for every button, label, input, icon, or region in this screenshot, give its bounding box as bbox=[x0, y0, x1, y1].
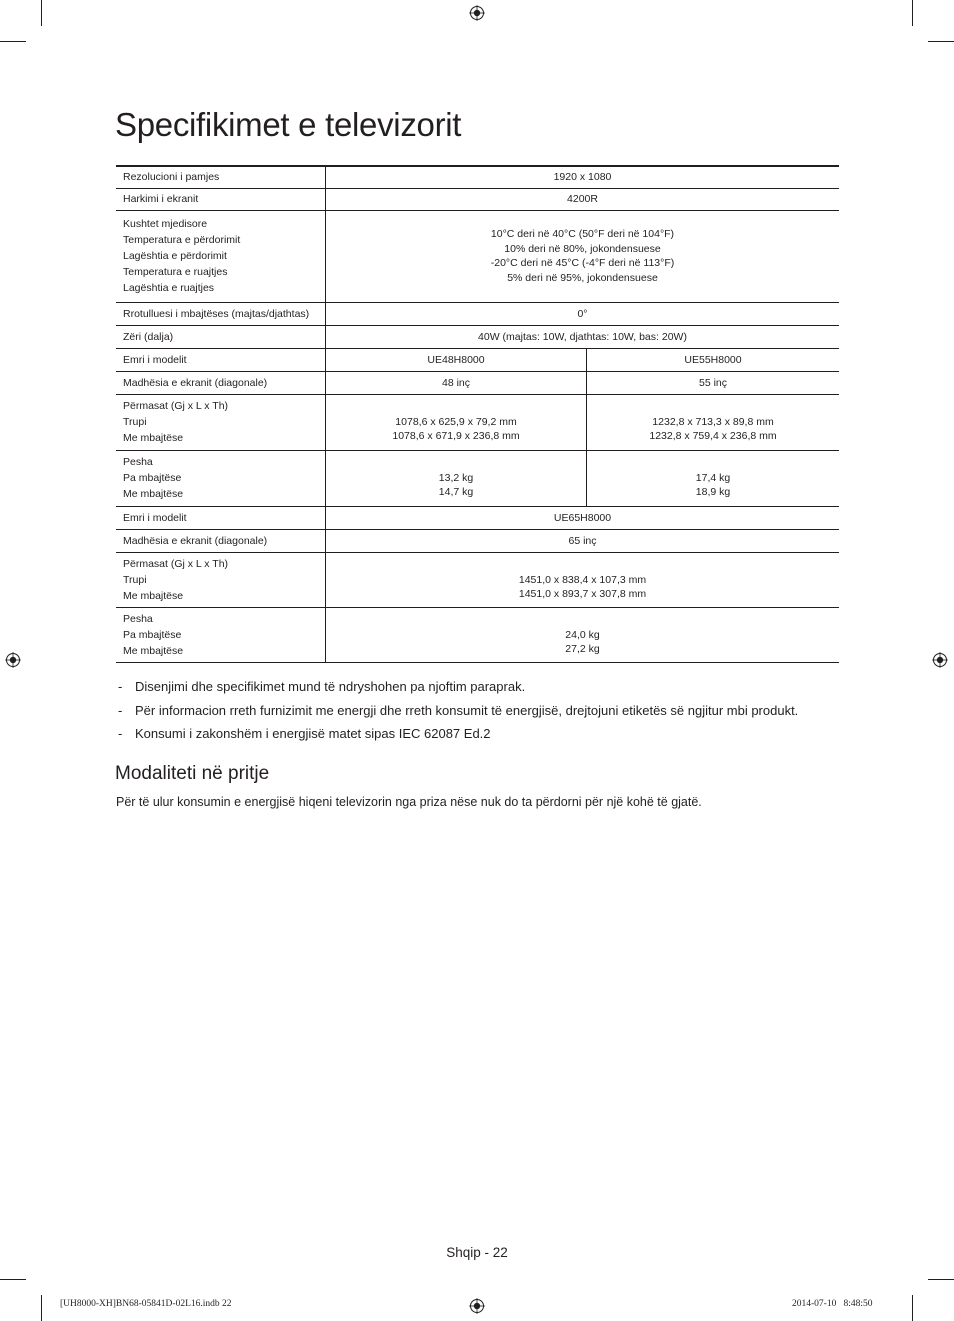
spec-value bbox=[587, 394, 840, 450]
spec-table bbox=[116, 165, 839, 663]
value-line: 1451,0 x 838,4 x 107,3 mm bbox=[518, 573, 647, 586]
table-row bbox=[116, 188, 839, 210]
label-line: Përmasat (Gj x L x Th) bbox=[123, 557, 229, 570]
registration-mark-icon bbox=[469, 5, 485, 21]
spec-value bbox=[326, 552, 840, 607]
page-title: Specifikimet e televizorit bbox=[115, 106, 462, 143]
spec-label bbox=[116, 394, 326, 450]
table-row bbox=[116, 529, 839, 552]
note-text: Për informacion rreth furnizimit me energji dhe rreth konsumit të energjisë, drejtojuni etiketës së ngjitur mbi produkt. bbox=[135, 702, 799, 718]
label-line: Me mbajtëse bbox=[123, 589, 184, 602]
crop-mark bbox=[928, 1279, 954, 1280]
table-row bbox=[116, 371, 839, 394]
label-line: Pesha bbox=[123, 456, 153, 468]
value-line: 10% deri në 80%, jokondensuese bbox=[504, 242, 661, 255]
label-line: Trupi bbox=[123, 573, 147, 586]
spec-label: Rezolucioni i pamjes bbox=[116, 166, 326, 188]
table-row bbox=[116, 607, 839, 662]
spec-label bbox=[116, 450, 326, 506]
spec-label: Madhësia e ekranit (diagonale) bbox=[116, 529, 326, 552]
table-row bbox=[116, 348, 839, 371]
section-paragraph: Për të ulur konsumin e energjisë hiqeni televizorin nga priza nëse nuk do ta përdorni për një kohë të gjatë. bbox=[116, 795, 702, 809]
crop-mark bbox=[928, 41, 954, 42]
value-line: 5% deri në 95%, jokondensuese bbox=[507, 271, 658, 284]
value-line: 1078,6 x 625,9 x 79,2 mm bbox=[395, 416, 517, 428]
value-line: 1232,8 x 713,3 x 89,8 mm bbox=[652, 416, 774, 428]
label-line: Me mbajtëse bbox=[123, 488, 184, 500]
spec-label bbox=[116, 552, 326, 607]
value-line: 1078,6 x 671,9 x 236,8 mm bbox=[392, 430, 520, 442]
print-slug-right: 2014-07-10 8:48:50 bbox=[792, 1299, 873, 1309]
label-line: Temperatura e përdorimit bbox=[123, 234, 241, 246]
value-line: 1451,0 x 893,7 x 307,8 mm bbox=[518, 587, 647, 600]
label-line: Kushtet mjedisore bbox=[123, 218, 208, 230]
table-row bbox=[116, 325, 839, 348]
label-line: Lagështia e ruajtjes bbox=[123, 282, 215, 294]
list-item bbox=[116, 723, 798, 747]
note-text: Disenjimi dhe specifikimet mund të ndryshohen pa njoftim paraprak. bbox=[135, 679, 526, 694]
table-row bbox=[116, 506, 839, 529]
notes-list bbox=[116, 676, 798, 747]
spec-value bbox=[587, 450, 840, 506]
list-item bbox=[116, 700, 798, 724]
registration-mark-icon bbox=[5, 652, 21, 668]
crop-mark bbox=[41, 0, 42, 26]
crop-mark bbox=[0, 41, 26, 42]
label-line: Temperatura e ruajtjes bbox=[123, 266, 228, 278]
value-line: 27,2 kg bbox=[565, 642, 600, 655]
spec-value: 65 inç bbox=[326, 529, 840, 552]
spec-value: 0° bbox=[326, 302, 840, 325]
spec-value: 4200R bbox=[326, 188, 840, 210]
spec-value: UE48H8000 bbox=[326, 348, 587, 371]
print-slug-left: [UH8000-XH]BN68-05841D-02L16.indb 22 bbox=[60, 1299, 232, 1309]
spec-value: 55 inç bbox=[587, 371, 840, 394]
crop-mark bbox=[0, 1279, 26, 1280]
label-line: Pa mbajtëse bbox=[123, 628, 182, 641]
note-text: Konsumi i zakonshëm i energjisë matet sipas IEC 62087 Ed.2 bbox=[135, 726, 491, 741]
crop-mark bbox=[912, 0, 913, 26]
crop-mark bbox=[41, 1295, 42, 1321]
table-row bbox=[116, 210, 839, 302]
bullet-dash: - bbox=[118, 726, 123, 741]
spec-value: 1920 x 1080 bbox=[326, 166, 840, 188]
table-row bbox=[116, 450, 839, 506]
spec-label: Zëri (dalja) bbox=[116, 325, 326, 348]
spec-label: Emri i modelit bbox=[116, 348, 326, 371]
spec-value: UE65H8000 bbox=[326, 506, 840, 529]
section-heading: Modaliteti në pritje bbox=[115, 763, 270, 784]
label-line: Trupi bbox=[123, 416, 147, 428]
spec-value: 48 inç bbox=[326, 371, 587, 394]
registration-mark-icon bbox=[469, 1298, 485, 1314]
crop-mark bbox=[912, 1295, 913, 1321]
value-line: 10°C deri në 40°C (50°F deri në 104°F) bbox=[490, 228, 675, 240]
list-item bbox=[116, 676, 798, 700]
label-line: Me mbajtëse bbox=[123, 644, 184, 657]
spec-value: UE55H8000 bbox=[587, 348, 840, 371]
spec-label: Madhësia e ekranit (diagonale) bbox=[116, 371, 326, 394]
table-row bbox=[116, 394, 839, 450]
value-line: 24,0 kg bbox=[565, 628, 600, 641]
value-line: 18,9 kg bbox=[695, 486, 731, 498]
bullet-dash: - bbox=[118, 702, 123, 718]
bullet-dash: - bbox=[118, 679, 123, 694]
spec-value: 40W (majtas: 10W, djathtas: 10W, bas: 20W) bbox=[326, 325, 840, 348]
value-line: 13,2 kg bbox=[438, 472, 474, 484]
spec-value bbox=[326, 607, 840, 662]
value-line: 14,7 kg bbox=[438, 486, 474, 498]
spec-label: Rrotulluesi i mbajtëses (majtas/djathtas) bbox=[116, 302, 326, 325]
label-line: Lagështia e përdorimit bbox=[123, 250, 227, 262]
label-line: Përmasat (Gj x L x Th) bbox=[123, 400, 229, 412]
spec-value bbox=[326, 394, 587, 450]
table-row bbox=[116, 166, 839, 188]
spec-label bbox=[116, 210, 326, 302]
spec-label: Harkimi i ekranit bbox=[116, 188, 326, 210]
spec-value bbox=[326, 450, 587, 506]
label-line: Pa mbajtëse bbox=[123, 472, 182, 484]
table-row bbox=[116, 302, 839, 325]
value-line: 1232,8 x 759,4 x 236,8 mm bbox=[649, 430, 777, 442]
spec-label: Emri i modelit bbox=[116, 506, 326, 529]
table-row bbox=[116, 552, 839, 607]
page-number: Shqip - 22 bbox=[446, 1245, 508, 1260]
spec-value bbox=[326, 210, 840, 302]
value-line: -20°C deri në 45°C (-4°F deri në 113°F) bbox=[490, 257, 675, 269]
label-line: Pesha bbox=[123, 612, 153, 625]
registration-mark-icon bbox=[932, 652, 948, 668]
value-line: 17,4 kg bbox=[695, 472, 731, 484]
spec-label bbox=[116, 607, 326, 662]
label-line: Me mbajtëse bbox=[123, 432, 184, 444]
